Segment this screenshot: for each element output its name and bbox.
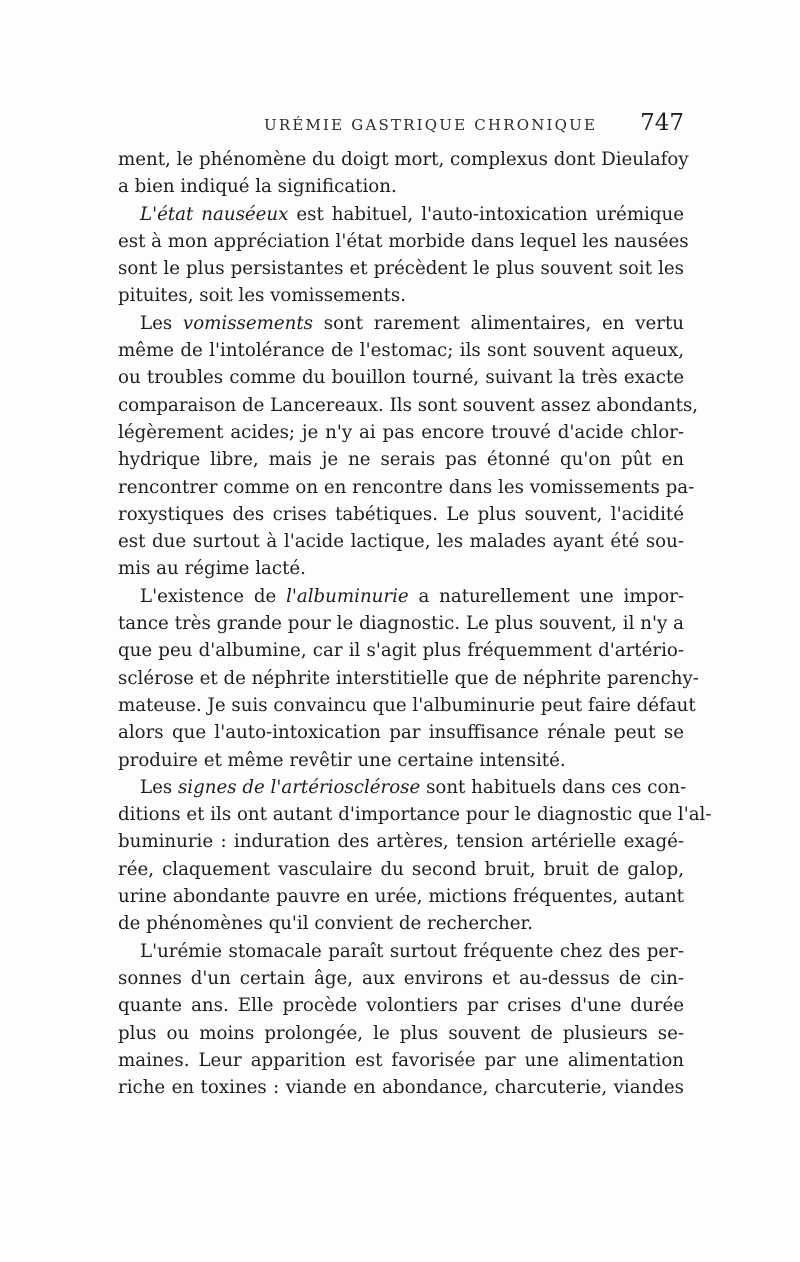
text-line: quante ans. Elle procède volontiers par crises d'une durée xyxy=(118,995,684,1017)
text-line: ou troubles comme du bouillon tourné, suivant la très exacte xyxy=(118,367,684,389)
text-line: roxystiques des crises tabétiques. Le plus souvent, l'acidité xyxy=(118,503,684,525)
text-line: mateuse. Je suis convaincu que l'albuminurie peut faire défaut xyxy=(118,694,696,716)
paragraph-etat-nauseeux xyxy=(118,201,689,310)
text-line: comparaison de Lancereaux. Ils sont souvent assez abondants, xyxy=(118,394,699,416)
text-fragment: L'existence de xyxy=(140,585,287,607)
text-line: maines. Leur apparition est favorisée par une alimentation xyxy=(118,1049,684,1071)
text-line: ditions et ils ont autant d'importance pour le diagnostic que l'al- xyxy=(118,804,712,826)
text-line: sont le plus persistantes et précèdent le plus souvent soit les xyxy=(118,258,684,280)
text-line: L'urémie stomacale paraît surtout fréquente chez des per- xyxy=(140,940,684,962)
text-line xyxy=(118,583,684,610)
text-fragment: Les xyxy=(140,776,178,798)
text-line: plus ou moins prolongée, le plus souvent de plusieurs se- xyxy=(118,1022,684,1044)
text-line: sonnes d'un certain âge, aux environs et au-dessus de cin- xyxy=(118,967,684,989)
text-line xyxy=(118,201,684,228)
text-line: légèrement acides; je n'y ai pas encore trouvé d'acide chlor- xyxy=(118,421,684,443)
text-line: est à mon appréciation l'état morbide dans lequel les nausées xyxy=(118,230,689,252)
italic-term: vomissements xyxy=(182,312,314,334)
paragraph-continuation xyxy=(118,146,689,201)
text-line: ment, le phénomène du doigt mort, complexus dont Dieulafoy xyxy=(118,149,689,170)
text-line: tance très grande pour le diagnostic. Le plus souvent, il n'y a xyxy=(118,613,684,635)
paragraph-uremie-stomacale xyxy=(118,938,684,1102)
text-line: a bien indiqué la signification. xyxy=(118,176,397,198)
italic-term: l'albuminurie xyxy=(286,585,409,607)
text-fragment: est habituel, l'auto-intoxication urémique xyxy=(288,203,684,225)
text-line: même de l'intolérance de l'estomac; ils sont souvent aqueux, xyxy=(118,340,684,362)
text-line: hydrique libre, mais je ne serais pas étonné qu'on pût en xyxy=(118,449,684,471)
paragraph-albuminurie xyxy=(118,583,699,774)
italic-term: L'état nauséeux xyxy=(140,203,289,225)
text-line xyxy=(118,774,687,801)
italic-term: signes de l'artériosclérose xyxy=(177,776,421,798)
text-fragment: a naturellement une impor- xyxy=(408,585,684,607)
text-line: pituites, soit les vomissements. xyxy=(118,285,407,307)
body-text xyxy=(118,146,712,1101)
page-header xyxy=(118,110,684,143)
text-line: buminurie : induration des artères, tension artérielle exagé- xyxy=(118,831,684,853)
text-line: est due surtout à l'acide lactique, les malades ayant été sou- xyxy=(118,531,684,553)
text-fragment: sont habituels dans ces con- xyxy=(420,776,687,798)
text-fragment: sont rarement alimentaires, en vertu xyxy=(313,312,684,334)
text-line: alors que l'auto-intoxication par insuffisance rénale peut se xyxy=(118,722,684,744)
text-line: mis au régime lacté. xyxy=(118,558,306,580)
text-line: riche en toxines : viande en abondance, charcuterie, viandes xyxy=(118,1077,684,1099)
running-title: URÉMIE GASTRIQUE CHRONIQUE xyxy=(264,116,598,134)
text-fragment: Les xyxy=(140,312,183,334)
text-line xyxy=(118,310,684,337)
text-line: que peu d'albumine, car il s'agit plus fréquemment d'artério- xyxy=(118,640,684,662)
text-line: de phénomènes qu'il convient de rechercher. xyxy=(118,913,533,935)
paragraph-arteriosclerose xyxy=(118,774,712,938)
text-line: rencontrer comme on en rencontre dans les vomissements pa- xyxy=(118,476,695,498)
paragraph-vomissements xyxy=(118,310,699,583)
text-line: rée, claquement vasculaire du second bruit, bruit de galop, xyxy=(118,858,684,880)
text-line: produire et même revêtir une certaine intensité. xyxy=(118,749,566,771)
text-line: urine abondante pauvre en urée, mictions fréquentes, autant xyxy=(118,886,684,908)
page-number: 747 xyxy=(640,110,684,136)
text-line: sclérose et de néphrite interstitielle que de néphrite parenchy- xyxy=(118,667,699,689)
